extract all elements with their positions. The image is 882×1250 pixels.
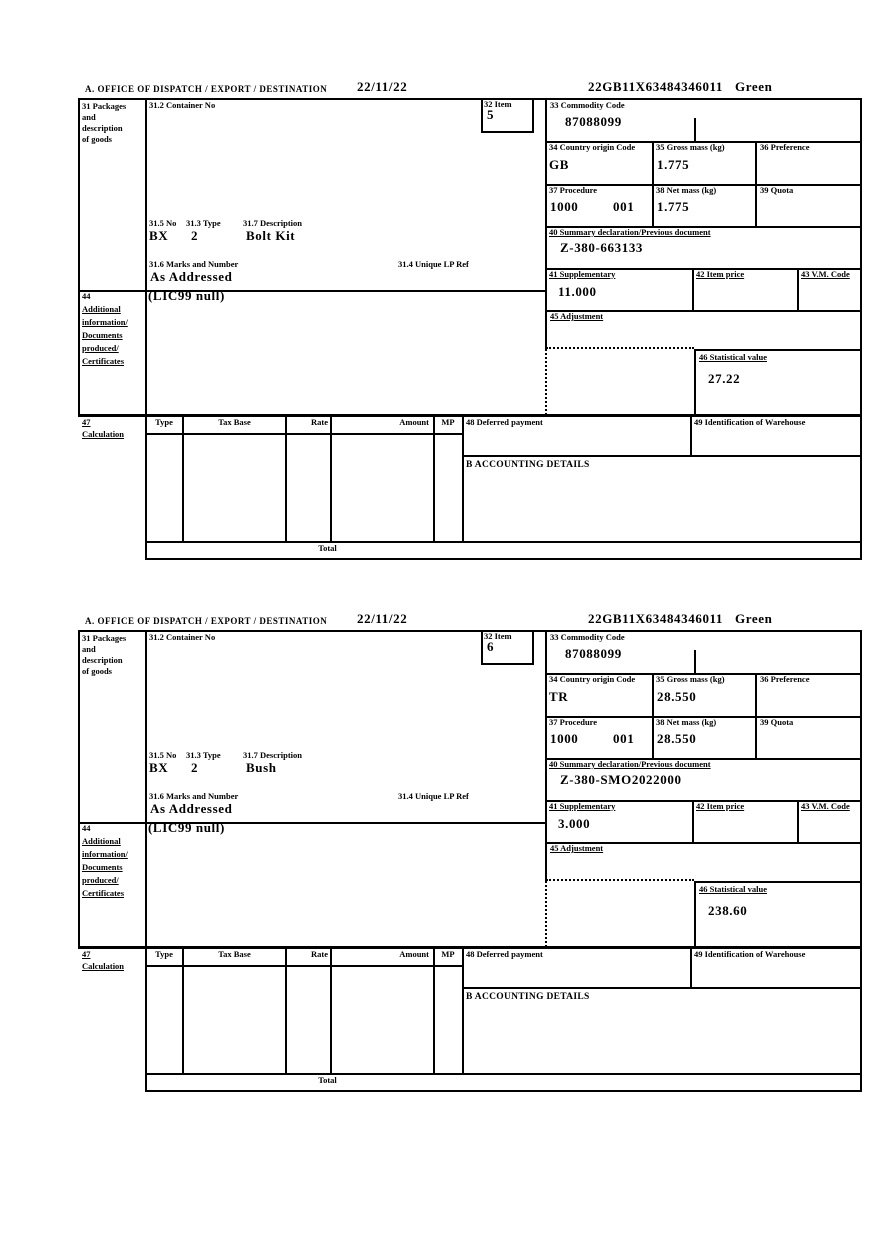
left-border <box>78 630 80 947</box>
deferred-payment-label: 48 Deferred payment <box>466 417 543 427</box>
procedure-suffix-value: 001 <box>613 199 635 214</box>
col-35-36-divider <box>755 141 757 226</box>
net-mass-value: 28.550 <box>657 731 697 746</box>
box44-label-line1: Additional <box>82 304 121 314</box>
marks-number-label: 31.6 Marks and Number <box>149 791 239 801</box>
item-label: 32 Item <box>484 99 512 109</box>
package-no-value: BX <box>149 228 169 243</box>
route-status: Green <box>735 611 773 626</box>
procedure-label: 37 Procedure <box>549 185 598 195</box>
box44-label-line5: Certificates <box>82 356 125 366</box>
supplementary-label: 41 Supplementary <box>549 801 616 811</box>
calc-col-mp: MP <box>441 417 455 427</box>
box31-label-line2: and <box>82 644 96 654</box>
declaration-item-block-1 <box>0 80 882 562</box>
route-status: Green <box>735 79 773 94</box>
statistical-value: 238.60 <box>708 903 748 918</box>
description-value: Bush <box>246 760 277 775</box>
calc-col-taxbase: Tax Base <box>218 949 251 959</box>
calc-col-amount: Amount <box>399 417 429 427</box>
total-label: Total <box>318 1075 337 1085</box>
calc-col-mp: MP <box>441 949 455 959</box>
procedure-suffix-value: 001 <box>613 731 635 746</box>
deferred-payment-label: 48 Deferred payment <box>466 949 543 959</box>
package-type-value: 2 <box>191 760 199 775</box>
warehouse-id-label: 49 Identification of Warehouse <box>694 949 806 959</box>
statistical-value-label: 46 Statistical value <box>699 884 767 894</box>
label-column-line <box>145 98 147 560</box>
item-price-label: 42 Item price <box>696 269 745 279</box>
description-label: 31.7 Description <box>243 750 303 760</box>
calculation-label: Calculation <box>82 961 125 971</box>
calc-col-type: Type <box>155 949 173 959</box>
supplementary-label: 41 Supplementary <box>549 269 616 279</box>
item-number-value: 6 <box>487 639 495 654</box>
box44-label-line3: Documents <box>82 330 123 340</box>
box48-bottom-line <box>462 455 862 457</box>
previous-document-value: Z-380-663133 <box>560 240 644 255</box>
bottom-border <box>145 558 862 560</box>
accounting-details-label: B ACCOUNTING DETAILS <box>466 460 590 470</box>
description-label: 31.7 Description <box>243 218 303 228</box>
item-price-label: 42 Item price <box>696 801 745 811</box>
net-mass-label: 38 Net mass (kg) <box>656 717 717 727</box>
additional-information-value: (LIC99 null) <box>148 288 225 303</box>
col-41-42-divider <box>692 800 694 842</box>
mrn-number: 22GB11X63484346011 <box>588 611 724 626</box>
additional-information-value: (LIC99 null) <box>148 820 225 835</box>
box44-label-line2: information/ <box>82 317 128 327</box>
gross-mass-value: 28.550 <box>657 689 697 704</box>
procedure-value: 1000 <box>550 731 579 746</box>
adjustment-label: 45 Adjustment <box>550 843 604 853</box>
box48-bottom-line <box>462 987 862 989</box>
preference-label: 36 Preference <box>760 674 810 684</box>
col-35-36-divider <box>755 673 757 758</box>
procedure-label: 37 Procedure <box>549 717 598 727</box>
box47-number: 47 <box>82 417 91 427</box>
bottom-border <box>145 1090 862 1092</box>
col-34-35-divider <box>652 141 654 226</box>
country-origin-label: 34 Country origin Code <box>549 142 636 152</box>
net-mass-value: 1.775 <box>657 199 690 214</box>
supplementary-value: 3.000 <box>558 816 591 831</box>
calc-header-line <box>145 965 464 967</box>
adjustment-label: 45 Adjustment <box>550 311 604 321</box>
col-48-49-divider <box>690 415 692 455</box>
dotted-horizontal-line <box>546 879 694 881</box>
package-type-label: 31.3 Type <box>186 750 221 760</box>
country-origin-value: TR <box>549 689 569 704</box>
box31-label-line2: and <box>82 112 96 122</box>
gross-mass-label: 35 Gross mass (kg) <box>656 142 725 152</box>
gross-mass-label: 35 Gross mass (kg) <box>656 674 725 684</box>
package-type-label: 31.3 Type <box>186 218 221 228</box>
item-number-value: 5 <box>487 107 495 122</box>
box47-number: 47 <box>82 949 91 959</box>
package-type-value: 2 <box>191 228 199 243</box>
accounting-details-label: B ACCOUNTING DETAILS <box>466 992 590 1002</box>
supplementary-value: 11.000 <box>558 284 597 299</box>
commodity-code-tick <box>694 650 696 673</box>
commodity-code-value: 87088099 <box>565 646 622 661</box>
country-origin-label: 34 Country origin Code <box>549 674 636 684</box>
total-row-top-line <box>145 541 862 543</box>
calc-header-line <box>145 433 464 435</box>
warehouse-id-label: 49 Identification of Warehouse <box>694 417 806 427</box>
unique-lp-ref-label: 31.4 Unique LP Ref <box>398 259 469 269</box>
quota-label: 39 Quota <box>760 717 794 727</box>
box44-number: 44 <box>82 291 91 301</box>
vm-code-label: 43 V.M. Code <box>801 801 850 811</box>
office-of-dispatch-header: A. OFFICE OF DISPATCH / EXPORT / DESTINATION <box>85 616 328 626</box>
package-no-label: 31.5 No <box>149 218 177 228</box>
right-border <box>860 630 862 1092</box>
label-column-line <box>145 630 147 1092</box>
col-42-43-divider <box>797 268 799 310</box>
package-no-value: BX <box>149 760 169 775</box>
declaration-date: 22/11/22 <box>357 611 408 626</box>
previous-document-value: Z-380-SMO2022000 <box>560 772 682 787</box>
calc-col-rate: Rate <box>311 417 328 427</box>
item-label: 32 Item <box>484 631 512 641</box>
gross-mass-value: 1.775 <box>657 157 690 172</box>
commodity-code-value: 87088099 <box>565 114 622 129</box>
box44-label-line4: produced/ <box>82 875 119 885</box>
box44-label-line2: information/ <box>82 849 128 859</box>
calc-col-amount: Amount <box>399 949 429 959</box>
box44-label-line5: Certificates <box>82 888 125 898</box>
marks-number-value: As Addressed <box>150 269 233 284</box>
box31-label-line4: of goods <box>82 134 112 144</box>
container-no-label: 31.2 Container No <box>149 632 216 642</box>
marks-number-label: 31.6 Marks and Number <box>149 259 239 269</box>
procedure-value: 1000 <box>550 199 579 214</box>
previous-document-label: 40 Summary declaration/Previous document <box>549 759 711 769</box>
statistical-value: 27.22 <box>708 371 741 386</box>
declaration-date: 22/11/22 <box>357 79 408 94</box>
box31-label-line4: of goods <box>82 666 112 676</box>
country-origin-value: GB <box>549 157 569 172</box>
previous-document-label: 40 Summary declaration/Previous document <box>549 227 711 237</box>
box31-label-line1: 31 Packages <box>82 101 127 111</box>
dotted-vertical-line <box>545 881 547 947</box>
total-label: Total <box>318 543 337 553</box>
commodity-code-label: 33 Commodity Code <box>550 100 625 110</box>
package-no-label: 31.5 No <box>149 750 177 760</box>
calculation-label: Calculation <box>82 429 125 439</box>
dotted-horizontal-line <box>546 347 694 349</box>
total-row-top-line <box>145 1073 862 1075</box>
unique-lp-ref-label: 31.4 Unique LP Ref <box>398 791 469 801</box>
commodity-code-label: 33 Commodity Code <box>550 632 625 642</box>
right-border <box>860 98 862 560</box>
net-mass-label: 38 Net mass (kg) <box>656 185 717 195</box>
box31-label-line3: description <box>82 655 123 665</box>
description-value: Bolt Kit <box>246 228 296 243</box>
left-border <box>78 98 80 415</box>
col-34-35-divider <box>652 673 654 758</box>
vm-code-label: 43 V.M. Code <box>801 269 850 279</box>
box44-label-line3: Documents <box>82 862 123 872</box>
col-48-49-divider <box>690 947 692 987</box>
declaration-item-block-2 <box>0 612 882 1094</box>
box44-number: 44 <box>82 823 91 833</box>
commodity-code-tick <box>694 118 696 141</box>
office-of-dispatch-header: A. OFFICE OF DISPATCH / EXPORT / DESTINATION <box>85 84 328 94</box>
quota-label: 39 Quota <box>760 185 794 195</box>
marks-number-value: As Addressed <box>150 801 233 816</box>
calc-col-rate: Rate <box>311 949 328 959</box>
calc-col-taxbase: Tax Base <box>218 417 251 427</box>
box44-label-line1: Additional <box>82 836 121 846</box>
statistical-value-label: 46 Statistical value <box>699 352 767 362</box>
box44-label-line4: produced/ <box>82 343 119 353</box>
container-no-label: 31.2 Container No <box>149 100 216 110</box>
calc-col-type: Type <box>155 417 173 427</box>
col-42-43-divider <box>797 800 799 842</box>
mrn-number: 22GB11X63484346011 <box>588 79 724 94</box>
dotted-vertical-line <box>545 349 547 415</box>
col-41-42-divider <box>692 268 694 310</box>
box31-label-line3: description <box>82 123 123 133</box>
box31-label-line1: 31 Packages <box>82 633 127 643</box>
preference-label: 36 Preference <box>760 142 810 152</box>
